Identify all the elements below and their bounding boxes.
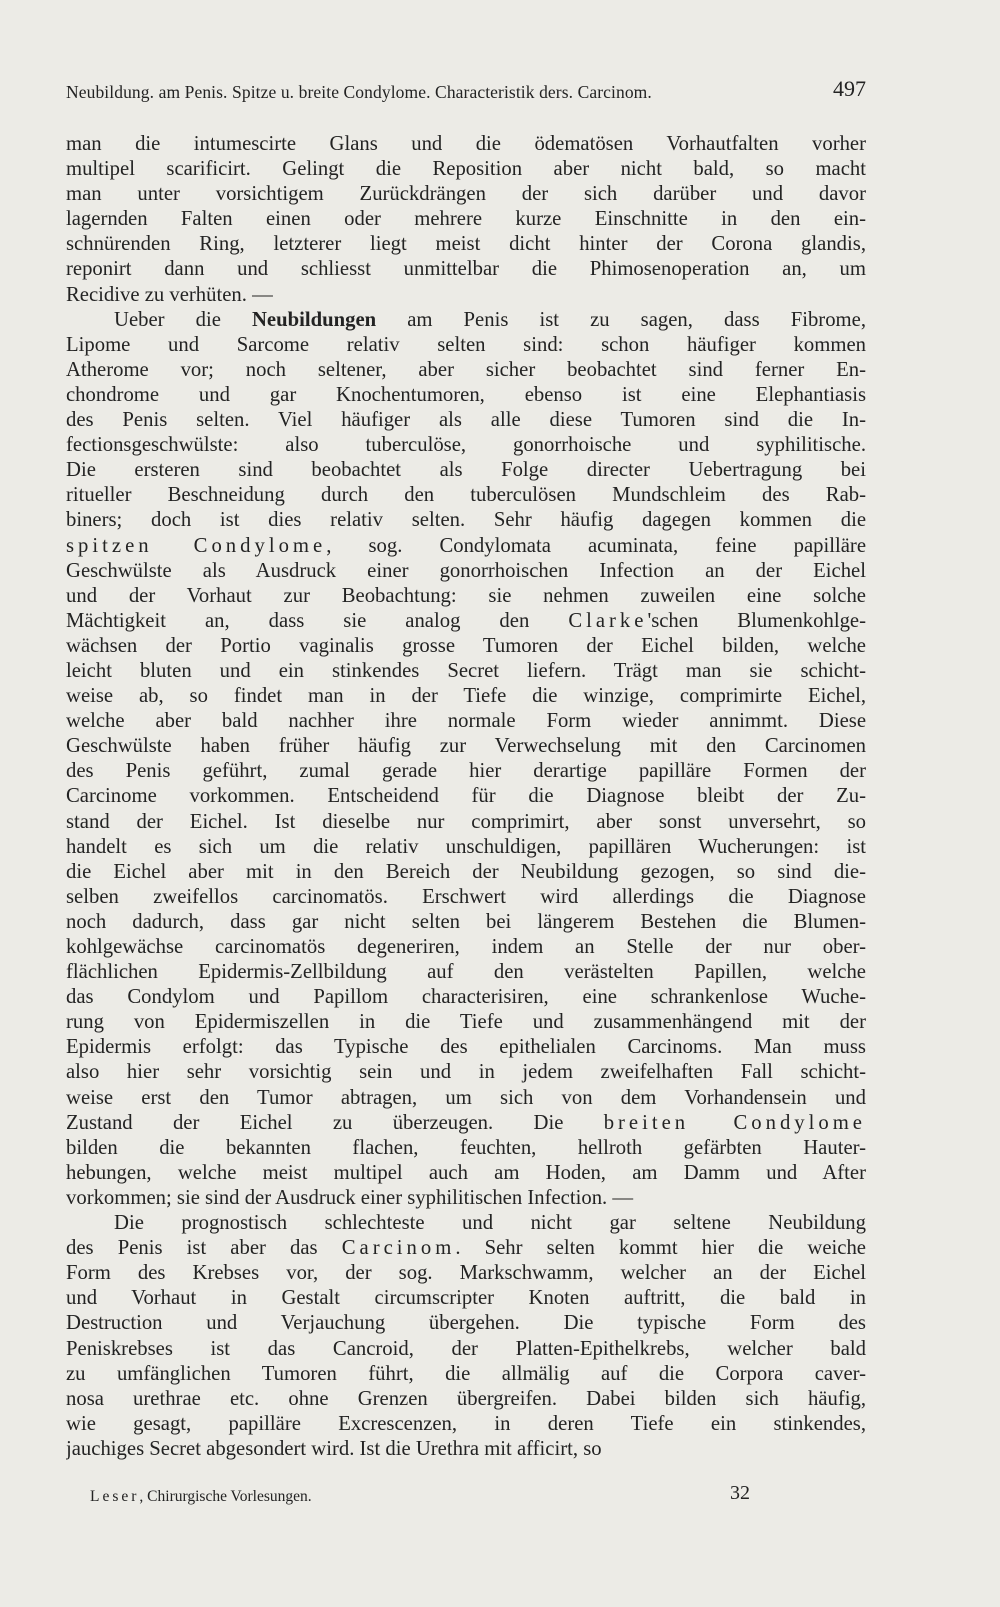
- footer-reference: [90, 1488, 312, 1506]
- text-line: [66, 358, 866, 383]
- text-run: fectionsgeschwülste: also tuberculöse, gonorrhoische und syphilitische.: [66, 434, 866, 457]
- text-run: Lipome und Sarcome relativ selten sind: schon häufiger kommen: [66, 333, 866, 356]
- text-run: Destruction und Verjauchung übergehen. Die typische Form des: [66, 1312, 866, 1335]
- text-run: Epidermis erfolgt: das Typische des epithelialen Carcinoms. Man muss: [66, 1036, 866, 1059]
- text-line: [66, 132, 866, 157]
- text-run: des Penis selten. Viel häufiger als alle diese Tumoren sind die In-: [66, 409, 866, 432]
- footer: [90, 1482, 750, 1512]
- text-line: [66, 935, 866, 960]
- footer-author: Leser: [90, 1488, 140, 1505]
- text-run: multipel scarificirt. Gelingt die Reposition aber nicht bald, so macht: [66, 158, 866, 181]
- text-line: [66, 835, 866, 860]
- text-line: [66, 1136, 866, 1161]
- text-run: weise ab, so findet man in der Tiefe die winzige, comprimirte Eichel,: [66, 685, 866, 708]
- text-line: [66, 634, 866, 659]
- text-line: [66, 1362, 866, 1387]
- text-run: rung von Epidermiszellen in die Tiefe und zusammenhängend mit der: [66, 1011, 866, 1034]
- text-run: reponirt dann und schliesst unmittelbar die Phimosenoperation an, um: [66, 258, 866, 281]
- text-line: [66, 1311, 866, 1336]
- text-line: [66, 1412, 866, 1437]
- text-line: [66, 1261, 866, 1286]
- text-run: Ueber die: [114, 308, 252, 331]
- text-line: [66, 1337, 866, 1362]
- text-run: des Penis geführt, zumal gerade hier derartige papilläre Formen der: [66, 760, 866, 783]
- text-line: [66, 559, 866, 584]
- text-run: Mächtigkeit an, dass sie analog den: [66, 609, 569, 632]
- text-run: ritueller Beschneidung durch den tuberculösen Mundschleim des Rab-: [66, 484, 866, 507]
- signature-mark: 32: [730, 1482, 750, 1504]
- text-line: [66, 985, 866, 1010]
- text-line: [66, 383, 866, 408]
- text-run: , sog. Condylomata acuminata, feine papilläre: [326, 534, 866, 557]
- text-line: [66, 458, 866, 483]
- text-run: des Penis ist aber das: [66, 1237, 342, 1260]
- text-line: [66, 333, 866, 358]
- text-line: [66, 759, 866, 784]
- text-run: Zustand der Eichel zu überzeugen. Die: [66, 1111, 604, 1134]
- text-run: wie gesagt, papilläre Excrescenzen, in deren Tiefe ein stinkendes,: [66, 1412, 866, 1435]
- text-run: Die ersteren sind beobachtet als Folge directer Uebertragung bei: [66, 459, 866, 482]
- text-run: biners; doch ist dies relativ selten. Sehr häufig dagegen kommen die: [66, 509, 866, 532]
- text-line: [66, 1035, 866, 1060]
- text-run: Atherome vor; noch seltener, aber sicher beobachtet sind ferner En-: [66, 358, 866, 381]
- emphasis: Neubildungen: [251, 308, 377, 331]
- text-line: [66, 709, 866, 734]
- text-line: [66, 1437, 866, 1462]
- text-line: [66, 1286, 866, 1311]
- text-line: [66, 860, 866, 885]
- text-run: man die intumescirte Glans und die ödematösen Vorhautfalten vorher: [66, 133, 866, 155]
- running-title: Neubildung. am Penis. Spitze u. breite Condylome. Characteristik ders. Carcinom.: [66, 82, 652, 102]
- text-run: nosa urethrae etc. ohne Grenzen übergreifen. Dabei bilden sich häufig,: [66, 1387, 866, 1410]
- text-line: [66, 283, 866, 308]
- emphasis: spitzen Condylome: [66, 534, 327, 557]
- text-line: [66, 508, 866, 533]
- text-line: [66, 734, 866, 759]
- text-run: und Vorhaut in Gestalt circumscripter Knoten auftritt, die bald in: [66, 1287, 866, 1310]
- text-run: . Sehr selten kommt hier die weiche: [455, 1237, 866, 1260]
- footer-work: , Chirurgische Vorlesungen.: [139, 1488, 312, 1505]
- text-line: [66, 433, 866, 458]
- text-run: kohlgewächse carcinomatös degeneriren, indem an Stelle der nur ober-: [66, 936, 866, 958]
- text-line: [66, 609, 866, 634]
- text-line: [66, 257, 866, 282]
- text-run: handelt es sich um die relativ unschuldigen, papillären Wucherungen: ist: [66, 835, 866, 858]
- text-line: [66, 1010, 866, 1035]
- text-run: zu umfänglichen Tumoren führt, die allmälig auf die Corpora caver-: [66, 1362, 866, 1385]
- page-number: 497: [833, 76, 866, 101]
- text-line: [66, 1186, 866, 1211]
- text-run: Peniskrebses ist das Cancroid, der Platten-Epithelkrebs, welcher bald: [66, 1337, 866, 1360]
- text-line: [66, 885, 866, 910]
- text-run: Geschwülste haben früher häufig zur Verwechselung mit den Carcinomen: [66, 735, 866, 758]
- text-line: [66, 810, 866, 835]
- text-run: chondrome und gar Knochentumoren, ebenso ist eine Elephantiasis: [66, 383, 866, 406]
- text-run: lagernden Falten einen oder mehrere kurze Einschnitte in den ein-: [66, 208, 866, 231]
- text-line: [66, 659, 866, 684]
- text-run: Die prognostisch schlechteste und nicht gar seltene Neubildung: [114, 1212, 866, 1235]
- text-line: [66, 1211, 866, 1236]
- text-run: flächlichen Epidermis-Zellbildung auf den verästelten Papillen, welche: [66, 961, 866, 984]
- emphasis: Clarke: [568, 609, 648, 632]
- text-run: welche aber bald nachher ihre normale Form wieder annimmt. Diese: [66, 710, 866, 733]
- text-line: [66, 684, 866, 709]
- text-run: das Condylom und Papillom characterisiren, eine schrankenlose Wuche-: [66, 986, 866, 1009]
- text-line: [66, 232, 866, 257]
- text-run: die Eichel aber mit in den Bereich der Neubildung gezogen, so sind die-: [66, 860, 866, 883]
- text-line: [66, 483, 866, 508]
- text-line: [66, 1111, 866, 1136]
- text-run: stand der Eichel. Ist dieselbe nur comprimirt, aber sonst unversehrt, so: [66, 810, 866, 833]
- emphasis: breiten Condylome: [603, 1111, 866, 1134]
- text-run: schnürenden Ring, letzterer liegt meist dicht hinter der Corona glandis,: [66, 233, 866, 256]
- text-run: weise erst den Tumor abtragen, um sich von dem Vorhandensein und: [66, 1086, 866, 1109]
- text-run: und der Vorhaut zur Beobachtung: sie nehmen zuweilen eine solche: [66, 584, 866, 607]
- text-line: [66, 534, 866, 559]
- emphasis: Carcinom: [341, 1237, 456, 1260]
- text-line: [66, 408, 866, 433]
- running-header: [66, 70, 866, 110]
- text-run: vorkommen; sie sind der Ausdruck einer syphilitischen Infection. —: [66, 1186, 634, 1209]
- text-line: [66, 584, 866, 609]
- body-text: [66, 132, 866, 1462]
- text-run: leicht bluten und ein stinkendes Secret liefern. Trägt man sie schicht-: [66, 659, 866, 682]
- text-line: [66, 784, 866, 809]
- text-line: [66, 157, 866, 182]
- text-run: Carcinome vorkommen. Entscheidend für die Diagnose bleibt der Zu-: [66, 785, 866, 808]
- text-run: Geschwülste als Ausdruck einer gonorrhoischen Infection an der Eichel: [66, 559, 866, 582]
- text-line: [66, 182, 866, 207]
- text-line: [66, 1060, 866, 1085]
- text-run: noch dadurch, dass gar nicht selten bei längerem Bestehen die Blumen-: [66, 910, 866, 933]
- text-run: 'schen Blumenkohlge-: [647, 609, 866, 632]
- text-line: [66, 308, 866, 333]
- text-run: jauchiges Secret abgesondert wird. Ist die Urethra mit afficirt, so: [66, 1437, 602, 1460]
- text-run: man unter vorsichtigem Zurückdrängen der sich darüber und davor: [66, 183, 866, 206]
- text-line: [66, 207, 866, 232]
- text-run: Form des Krebses vor, der sog. Markschwamm, welcher an der Eichel: [66, 1262, 866, 1285]
- text-run: Recidive zu verhüten. —: [66, 283, 273, 306]
- text-line: [66, 960, 866, 985]
- text-run: wächsen der Portio vaginalis grosse Tumoren der Eichel bilden, welche: [66, 634, 866, 657]
- text-line: [66, 910, 866, 935]
- text-line: [66, 1387, 866, 1412]
- text-run: hebungen, welche meist multipel auch am Hoden, am Damm und After: [66, 1161, 866, 1184]
- text-run: bilden die bekannten flachen, feuchten, hellroth gefärbten Hauter-: [66, 1136, 866, 1159]
- text-line: [66, 1161, 866, 1186]
- text-run: also hier sehr vorsichtig sein und in jedem zweifelhaften Fall schicht-: [66, 1061, 866, 1084]
- text-run: selben zweifellos carcinomatös. Erschwert wird allerdings die Diagnose: [66, 885, 866, 908]
- text-line: [66, 1236, 866, 1261]
- text-line: [66, 1086, 866, 1111]
- text-run: am Penis ist zu sagen, dass Fibrome,: [376, 308, 866, 331]
